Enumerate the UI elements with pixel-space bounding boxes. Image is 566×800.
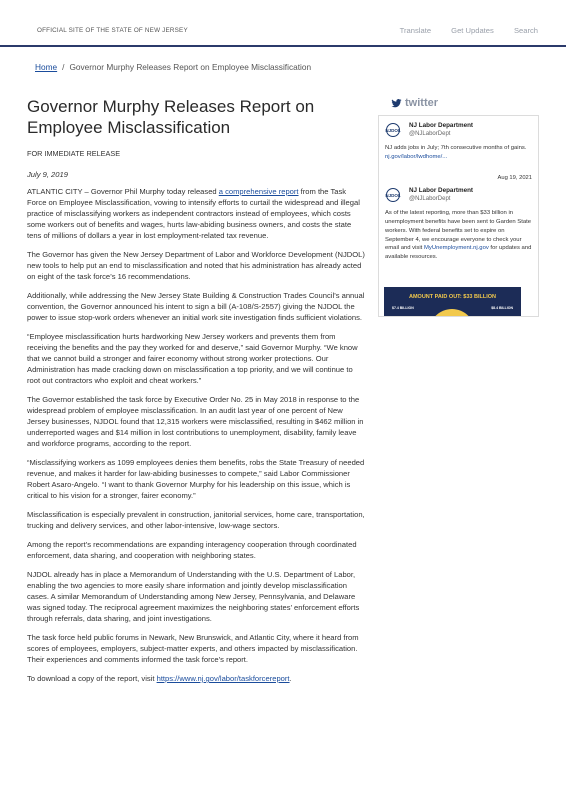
tweet-account: [409, 122, 532, 138]
breadcrumb-home-link[interactable]: Home: [35, 62, 58, 72]
tweet-date: Aug 19, 2021: [497, 175, 532, 182]
paragraph-8: Among the report’s recommendations are expanding interagency cooperation through coordinated enforcement, data sharing, and cooperation with neighboring states.: [27, 540, 357, 560]
breadcrumb-separator: /: [62, 62, 65, 72]
paragraph-5: The Governor established the task force by Executive Order No. 25 in May 2018 in response to the widespread problem of employee misclassification. In an audit last year of one percent of New Jersey businesses, NJDOL found that 12,315 workers were misclassified, resulting in $462 million in underreported wages and $14 million in lost contributions to unemployment, disability, family leave and workforce programs, according to the report.: [27, 395, 364, 448]
tweet-author-handle[interactable]: @NJLaborDept: [409, 131, 451, 137]
twitter-feed[interactable]: [378, 115, 539, 317]
paragraph-10: The task force held public forums in Newark, New Brunswick, and Atlantic City, where it heard from scores of employees, employers, subject-matter experts, and others impacted by misclassification. Their experiences and comments informed the task force’s report.: [27, 633, 359, 664]
tweet-image-right-label: $8.4 BILLION: [491, 306, 513, 310]
tweet-image-title: AMOUNT PAID OUT: $33 BILLION: [409, 294, 496, 300]
tweet[interactable]: [379, 185, 538, 265]
release-label: FOR IMMEDIATE RELEASE: [27, 149, 121, 158]
search-link[interactable]: Search: [513, 26, 538, 35]
tweet-body: As of the latest reporting, more than $33 billion in unemployment benefits have been sent to Garden State workers. With federal benefits set to expire on September 4, we encourage everyone to check your email and visit: [385, 210, 532, 252]
official-site-label: OFFICIAL SITE OF THE STATE OF NEW JERSEY: [37, 27, 188, 34]
paragraph-2: The Governor has given the New Jersey Department of Labor and Workforce Development (NJDOL) new tools to help put an end to misclassification and noted that his administration has already acted on eight of the task force’s 16 recommendations.: [27, 250, 365, 281]
paragraph-3: Additionally, while addressing the New Jersey State Building & Construction Trades Council’s annual convention, the Governor announced his intent to sign a bill (A-108/S-2557) giving the NJDOL the power to issue stop-work orders whenever an initial work site investigation finds sufficient violations.: [27, 291, 365, 322]
paragraph-11-text-b: .: [289, 674, 292, 683]
paragraph-1: [27, 186, 367, 241]
tweet-image-left-label: $7.4 BILLION: [392, 306, 414, 310]
header-links: [382, 26, 538, 35]
tweet[interactable]: [379, 116, 538, 185]
paragraph-1-text-a: ATLANTIC CITY – Governor Phil Murphy today released: [27, 187, 219, 196]
tweet-body: NJ adds jobs in July; 7th consecutive months of gains.: [385, 145, 527, 151]
translate-link[interactable]: Translate: [399, 26, 432, 35]
tweet-link[interactable]: nj.gov/labor/lwdhome/...: [385, 153, 448, 160]
article: [27, 96, 367, 692]
tweet-author-name[interactable]: NJ Labor Department: [409, 122, 474, 129]
paragraph-7: Misclassification is especially prevalent in construction, janitorial services, home care, transportation, trucking and delivery services, and other labor-intensive, low-wage sectors.: [27, 510, 365, 530]
release-date: July 9, 2019: [27, 170, 68, 179]
tweet-author-name[interactable]: NJ Labor Department: [409, 187, 474, 195]
tweet-text: [385, 144, 532, 161]
breadcrumb-current: Governor Murphy Releases Report on Employee Misclassification: [69, 62, 312, 72]
tweet-text: [385, 209, 532, 261]
tweet-account: [409, 187, 532, 203]
tweet-link[interactable]: MyUnemployment.nj.gov: [423, 245, 489, 252]
page-title: Governor Murphy Releases Report on Employee Misclassification: [27, 97, 315, 137]
breadcrumb: [35, 62, 311, 72]
paragraph-4: “Employee misclassification hurts hardworking New Jersey workers and prevents them from receiving the benefits and the pay they worked for and deserve,” said Governor Murphy. “We know that we cannot build a stronger and fairer economy without strong worker protections. Our Administration has made cracking down on misclassification a top priority, and we will continue to root out contractors who exploit and cheat workers.”: [27, 332, 358, 385]
tweet-body-end: for updates and available resources.: [385, 245, 532, 260]
site-header: [0, 0, 566, 47]
taskforce-report-link[interactable]: https://www.nj.gov/labor/taskforcereport: [156, 674, 290, 683]
twitter-heading-text: twitter: [405, 97, 438, 109]
paragraph-6: “Misclassifying workers as 1099 employees denies them benefits, robs the State Treasury of needed revenue, and makes it harder for law-abiding businesses to compete,” said Labor Commissioner Robert Asaro-Angelo. “I want to thank Governor Murphy for his leadership on this issue, which is critical to his vision for a stronger, fairer economy.”: [27, 458, 365, 500]
twitter-heading: [391, 97, 438, 109]
get-updates-link[interactable]: Get Updates: [451, 26, 494, 35]
tweet-author-handle[interactable]: @NJLaborDept: [409, 196, 451, 203]
comprehensive-report-link[interactable]: a comprehensive report: [218, 187, 299, 196]
paragraph-11: [27, 673, 367, 684]
paragraph-11-text-a: To download a copy of the report, visit: [27, 674, 157, 683]
avatar[interactable]: NJDOL: [386, 123, 400, 137]
tweet-image-pie: [429, 309, 475, 317]
avatar[interactable]: NJDOL: [386, 188, 400, 202]
paragraph-9: NJDOL already has in place a Memorandum of Understanding with the U.S. Department of Labor, enabling the two agencies to more easily share information and jointly develop misclassification cases. A similar Memorandum of Understanding among New Jersey, Pennsylvania, and Delaware was signed today. The reciprocal agreement maximizes the neighboring states’ enforcement efforts through referrals, data sharing, and joint investigations.: [27, 570, 360, 623]
twitter-bird-icon: [391, 98, 402, 109]
tweet-image[interactable]: [384, 287, 521, 317]
paragraph-1-text-b: from the Task Force on Employee Misclassification, vowing to intensify efforts to curtail the widespread and illegal practice of misclassifying workers as independent contractors instead of employees, which costs some workers out of benefits and wages, hurts law-abiding business owners, and costs the state tens of millions of dollars a year in lost employment-related tax revenue.: [27, 187, 360, 240]
